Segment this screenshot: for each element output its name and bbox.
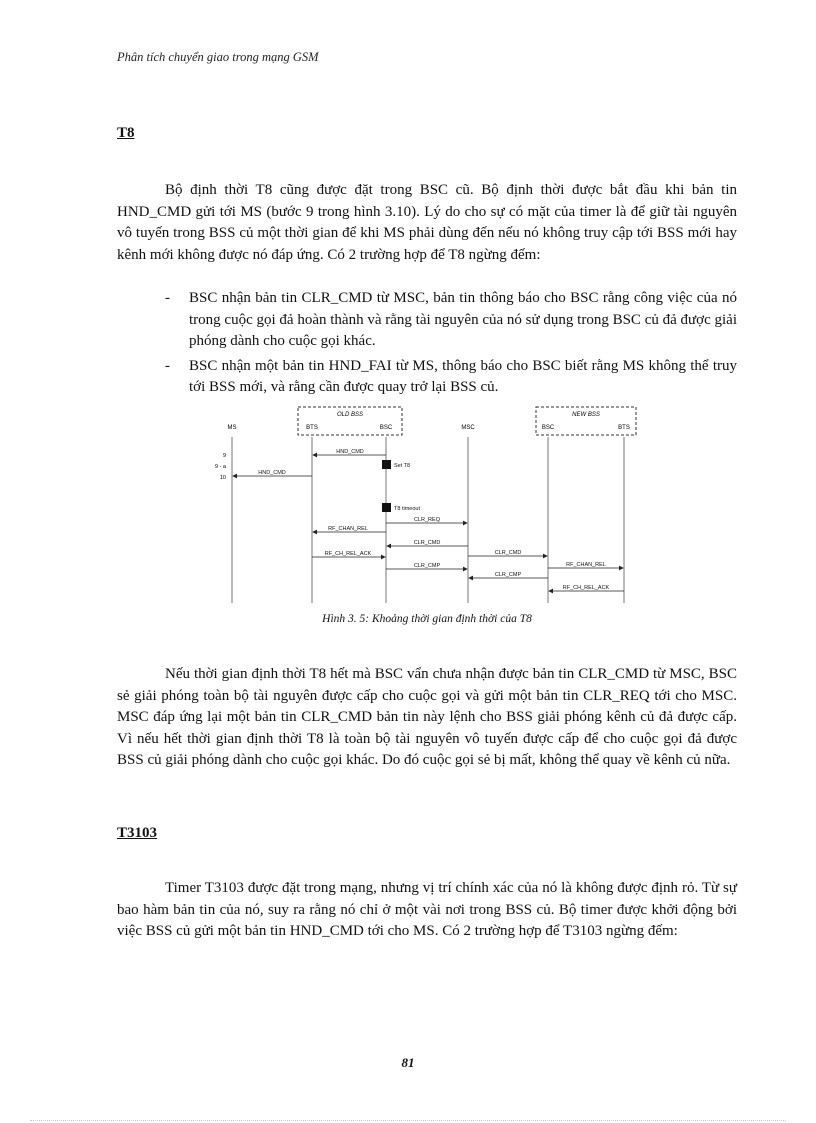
label-clr-cmd-1: CLR_CMD bbox=[413, 540, 441, 546]
label-rf-chan-rel-1: RF_CHAN_REL bbox=[328, 526, 368, 532]
step-9a: 9 - a bbox=[214, 464, 226, 470]
entity-bsc-new: BSC bbox=[541, 425, 555, 431]
label-clr-cmp-2: CLR_CMP bbox=[494, 572, 522, 578]
new-bss-label: NEW BSS bbox=[572, 412, 600, 418]
paragraph-t8-timeout: Nếu thời gian định thời T8 hết mà BSC vẩn chưa nhận được bản tin CLR_CMD từ MSC, BSC sẻ giải phóng toàn bộ tài nguyên được cấp cho cuộc gọi và gửi một bản tin CLR_REQ tới cho MSC. MSC đáp ứng lại một bản tin CLR_CMD bản tin này lệnh cho BSS giải phóng kênh củ đả được cấp. Vì nếu hết thời gian định thời T8 là toàn bộ tài nguyên vô tuyến được cấp để cho cuộc gọi đả được BSS củ giải phóng dành cho cuộc gọi khác. Do đó cuộc gọi sẻ bị mất, không thể quay về kênh củ nữa. bbox=[117, 666, 737, 769]
entity-bts-new: BTS bbox=[618, 425, 630, 431]
label-t8-timeout: T8 timeout bbox=[394, 506, 420, 512]
entity-bts-old: BTS bbox=[306, 425, 318, 431]
list-item bbox=[117, 288, 737, 353]
label-clr-cmp-1: CLR_CMP bbox=[413, 563, 441, 569]
bullet-list bbox=[117, 288, 737, 402]
paragraph-t8-intro: Bộ định thời T8 cũng được đặt trong BSC cũ. Bộ định thời được bắt đầu khi bản tin HND_CMD gửi tới MS (bước 9 trong hình 3.10). Lý do cho sự có mặt của timer là để giữ tài nguyên vô tuyến trong BSS củ một thời gian để khi MS phải dùng đến nếu nó không truy cập tới BSS mới hay kênh mới không được nó đáp ứng. Có 2 trường hợp để T8 ngừng đếm: bbox=[117, 182, 737, 263]
label-set-t8: Set T8 bbox=[394, 463, 411, 469]
heading-t3103: T3103 bbox=[117, 825, 158, 841]
paragraph-t3103: Timer T3103 được đặt trong mạng, nhưng vị trí chính xác của nó là không được định rỏ. Từ sự bao hàm bản tin của nó, suy ra rằng nó chỉ ở một vài nơi trong BSS củ. Bộ timer được khởi động bởi việc BSS củ gửi một bản tin HND_CMD tới cho MS. Có 2 trường hợp để T3103 ngừng đếm: bbox=[117, 880, 737, 940]
label-clr-req: CLR_REQ bbox=[414, 517, 440, 523]
t8-timeout-marker bbox=[382, 503, 391, 512]
label-rf-chan-rel-2: RF_CHAN_REL bbox=[566, 562, 606, 568]
label-hnd-cmd-2: HND_CMD bbox=[258, 470, 286, 476]
running-header: Phân tích chuyển giao trong mạng GSM bbox=[117, 50, 319, 64]
label-rf-ch-rel-ack-2: RF_CH_REL_ACK bbox=[562, 585, 610, 591]
figure-caption: Hình 3. 5: Khoảng thời gian định thời của T8 bbox=[322, 613, 532, 625]
bullet-dash: - bbox=[165, 290, 170, 306]
heading-t8: T8 bbox=[117, 125, 135, 141]
step-10: 10 bbox=[219, 475, 226, 481]
footer-divider bbox=[30, 1120, 786, 1121]
set-t8-marker bbox=[382, 460, 391, 469]
sequence-diagram bbox=[214, 405, 640, 605]
label-clr-cmd-2: CLR_CMD bbox=[494, 550, 522, 556]
entity-msc: MSC bbox=[461, 425, 475, 431]
label-hnd-cmd-1: HND_CMD bbox=[336, 449, 364, 455]
list-item bbox=[117, 356, 737, 399]
entity-ms: MS bbox=[227, 425, 237, 431]
entity-bsc-old: BSC bbox=[379, 425, 393, 431]
label-rf-ch-rel-ack-1: RF_CH_REL_ACK bbox=[324, 551, 372, 557]
old-bss-label: OLD BSS bbox=[336, 412, 364, 418]
page-number: 81 bbox=[401, 1055, 415, 1070]
step-9: 9 bbox=[222, 453, 226, 459]
bullet-text: BSC nhận một bản tin HND_FAI từ MS, thông báo cho BSC biết rằng MS không thể truy tới BSS mới, và rằng cần được quay trở lại BSS củ. bbox=[189, 357, 737, 396]
bullet-text: BSC nhận bản tin CLR_CMD từ MSC, bản tin thông báo cho BSC rằng công việc của nó trong cuộc gọi đả hoàn thành và rằng tài nguyên của nó sử dụng trong BSC củ đả được giải phóng dành cho cuộc gọi khác. bbox=[189, 290, 737, 350]
bullet-dash: - bbox=[165, 357, 170, 374]
